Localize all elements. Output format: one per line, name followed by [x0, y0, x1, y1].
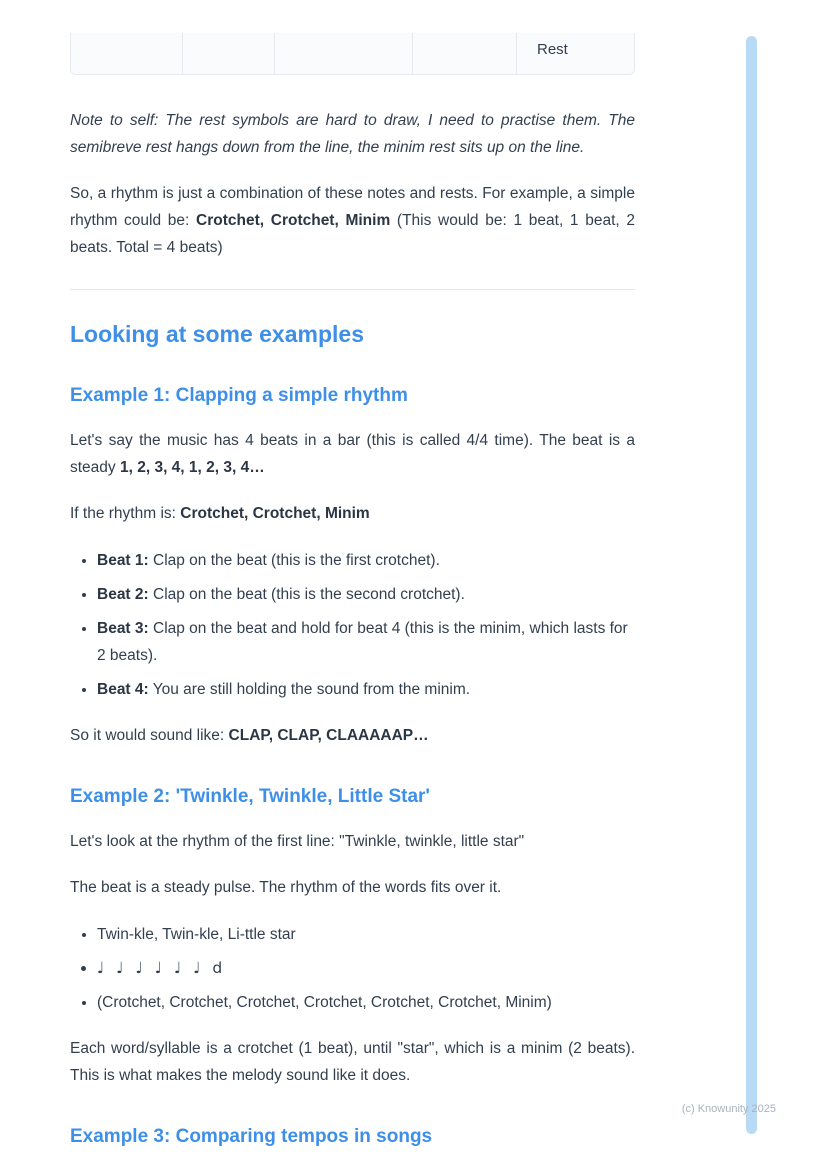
example1-heading: Example 1: Clapping a simple rhythm [70, 385, 408, 406]
example2-paragraph-1: Let's look at the rhythm of the first line: "Twinkle, twinkle, little star" [70, 833, 525, 850]
example2-heading: Example 2: 'Twinkle, Twinkle, Little Star' [70, 786, 430, 807]
intro-text-post: (This would be: 1 beat, 1 beat, 2 beats. Total = 4 beats) [70, 212, 636, 256]
table-row [71, 33, 634, 75]
list-item: • (Crotchet, Crotchet, Crotchet, Crotchet, Crotchet, Crotchet, Minim) [97, 989, 635, 1016]
watermark: (c) Knowunity 2025 [681, 1103, 776, 1115]
section-divider [70, 289, 635, 290]
example2-paragraph-3: Each word/syllable is a crotchet (1 beat), until "star", which is a minim (2 beats). This is what makes the melody sound like it does. [70, 1040, 635, 1084]
example1-p2-pre: If the rhythm is: [70, 505, 181, 522]
example1-p3-bold: CLAP, CLAP, CLAAAAAP… [228, 727, 429, 744]
beat-text: Clap on the beat (this is the first crotchet). [148, 552, 440, 569]
example2-paragraph-2: The beat is a steady pulse. The rhythm of the words fits over it. [70, 879, 502, 896]
list-item [97, 547, 635, 574]
example1-paragraph-1 [70, 427, 635, 481]
example1-p1-pre: Let's say the music has 4 beats in a bar (this is called 4/4 time). The beat is a steady [70, 432, 635, 476]
intro-text-bold: Crotchet, Crotchet, Minim [196, 212, 391, 229]
beat-text: You are still holding the sound from the minim. [148, 681, 471, 698]
section-heading: Looking at some examples [70, 321, 364, 347]
beat-label: Beat 3: [97, 620, 149, 637]
table-cell [413, 33, 517, 75]
intro-text-pre: So, a rhythm is just a combination of these notes and rests. For example, a simple rhythm could be: [70, 185, 635, 229]
list-item [97, 615, 635, 669]
example1-paragraph-2 [70, 500, 635, 527]
list-item: • Twin-kle, Twin-kle, Li-ttle star [97, 921, 635, 948]
example1-paragraph-3 [70, 722, 635, 749]
table-cell [71, 33, 183, 75]
example1-p1-bold: 1, 2, 3, 4, 1, 2, 3, 4… [119, 459, 265, 476]
table-cell [275, 33, 413, 75]
beat-label: Beat 1: [97, 552, 149, 569]
scrollbar[interactable] [746, 36, 757, 1134]
list-item [97, 581, 635, 608]
table-cell-rest: Rest [517, 33, 634, 75]
example1-p3-pre: So it would sound like: [70, 727, 229, 744]
document-content [70, 0, 635, 1149]
beat-text: Clap on the beat (this is the second crotchet). [148, 586, 465, 603]
list-item [97, 676, 635, 703]
intro-paragraph [70, 180, 635, 261]
table-cell [183, 33, 275, 75]
example2-bullet-list [70, 921, 635, 1016]
beat-label: Beat 4: [97, 681, 149, 698]
list-item-music-notes: • ♩ ♩ ♩ ♩ ♩ ♩ d [97, 955, 635, 982]
beat-label: Beat 2: [97, 586, 149, 603]
example1-p2-bold: Crotchet, Crotchet, Minim [180, 505, 370, 522]
example3-heading: Example 3: Comparing tempos in songs [70, 1126, 433, 1147]
example1-bullet-list [70, 547, 635, 703]
note-to-self: Note to self: The rest symbols are hard to draw, I need to practise them. The semibreve rest hangs down from the line, the minim rest sits up on the line. [70, 112, 635, 156]
notes-table-fragment [70, 33, 635, 75]
beat-text: Clap on the beat and hold for beat 4 (this is the minim, which lasts for 2 beats). [97, 620, 628, 664]
